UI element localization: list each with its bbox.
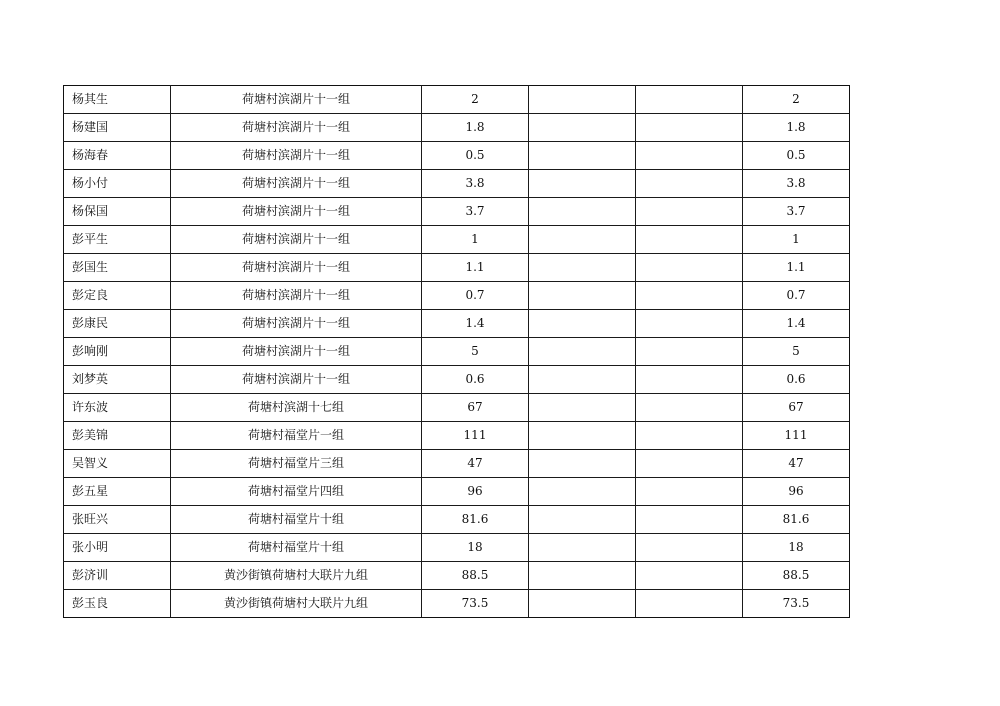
total-cell: 67 (743, 394, 850, 422)
table-row (64, 310, 850, 338)
blank-cell (636, 86, 743, 114)
blank-cell (529, 254, 636, 282)
table-row (64, 394, 850, 422)
name-cell: 许东波 (64, 394, 171, 422)
total-cell: 73.5 (743, 590, 850, 618)
name-cell: 杨海春 (64, 142, 171, 170)
blank-cell (529, 338, 636, 366)
name-cell: 彭美锦 (64, 422, 171, 450)
location-cell: 荷塘村福堂片十组 (171, 506, 422, 534)
area-cell: 0.7 (422, 282, 529, 310)
blank-cell (529, 114, 636, 142)
blank-cell (636, 394, 743, 422)
area-cell: 5 (422, 338, 529, 366)
table-row (64, 198, 850, 226)
location-cell: 黄沙街镇荷塘村大联片九组 (171, 590, 422, 618)
name-cell: 张旺兴 (64, 506, 171, 534)
location-cell: 荷塘村滨湖片十一组 (171, 310, 422, 338)
name-cell: 彭国生 (64, 254, 171, 282)
name-cell: 彭定良 (64, 282, 171, 310)
area-cell: 0.5 (422, 142, 529, 170)
table-row (64, 226, 850, 254)
table-row (64, 590, 850, 618)
location-cell: 荷塘村福堂片四组 (171, 478, 422, 506)
blank-cell (636, 254, 743, 282)
area-cell: 1 (422, 226, 529, 254)
area-cell: 1.8 (422, 114, 529, 142)
table-row (64, 338, 850, 366)
table-row (64, 562, 850, 590)
total-cell: 3.8 (743, 170, 850, 198)
table-row (64, 450, 850, 478)
area-cell: 73.5 (422, 590, 529, 618)
area-cell: 3.7 (422, 198, 529, 226)
name-cell: 彭玉良 (64, 590, 171, 618)
total-cell: 1.4 (743, 310, 850, 338)
area-cell: 18 (422, 534, 529, 562)
blank-cell (636, 310, 743, 338)
table-row (64, 282, 850, 310)
blank-cell (529, 422, 636, 450)
table-row (64, 478, 850, 506)
total-cell: 96 (743, 478, 850, 506)
blank-cell (636, 590, 743, 618)
blank-cell (636, 338, 743, 366)
blank-cell (636, 114, 743, 142)
location-cell: 荷塘村滨湖片十一组 (171, 338, 422, 366)
location-cell: 荷塘村滨湖片十一组 (171, 142, 422, 170)
area-cell: 96 (422, 478, 529, 506)
blank-cell (636, 478, 743, 506)
blank-cell (636, 422, 743, 450)
blank-cell (636, 282, 743, 310)
blank-cell (529, 506, 636, 534)
location-cell: 荷塘村滨湖片十一组 (171, 114, 422, 142)
location-cell: 荷塘村滨湖片十一组 (171, 226, 422, 254)
name-cell: 彭响刚 (64, 338, 171, 366)
blank-cell (529, 86, 636, 114)
blank-cell (529, 450, 636, 478)
blank-cell (636, 562, 743, 590)
blank-cell (529, 142, 636, 170)
area-cell: 1.4 (422, 310, 529, 338)
total-cell: 81.6 (743, 506, 850, 534)
table-row (64, 254, 850, 282)
total-cell: 1.1 (743, 254, 850, 282)
blank-cell (636, 506, 743, 534)
total-cell: 47 (743, 450, 850, 478)
name-cell: 吴智义 (64, 450, 171, 478)
location-cell: 荷塘村福堂片一组 (171, 422, 422, 450)
blank-cell (529, 282, 636, 310)
location-cell: 荷塘村滨湖十七组 (171, 394, 422, 422)
name-cell: 杨其生 (64, 86, 171, 114)
table-row (64, 534, 850, 562)
total-cell: 5 (743, 338, 850, 366)
table-row (64, 170, 850, 198)
area-cell: 0.6 (422, 366, 529, 394)
location-cell: 荷塘村滨湖片十一组 (171, 366, 422, 394)
blank-cell (529, 310, 636, 338)
area-cell: 47 (422, 450, 529, 478)
area-cell: 67 (422, 394, 529, 422)
area-cell: 111 (422, 422, 529, 450)
total-cell: 0.5 (743, 142, 850, 170)
blank-cell (636, 170, 743, 198)
name-cell: 刘梦英 (64, 366, 171, 394)
blank-cell (529, 170, 636, 198)
table-row (64, 86, 850, 114)
blank-cell (529, 562, 636, 590)
name-cell: 彭平生 (64, 226, 171, 254)
location-cell: 荷塘村滨湖片十一组 (171, 282, 422, 310)
name-cell: 张小明 (64, 534, 171, 562)
location-cell: 荷塘村滨湖片十一组 (171, 170, 422, 198)
blank-cell (636, 450, 743, 478)
blank-cell (529, 590, 636, 618)
blank-cell (529, 394, 636, 422)
area-cell: 88.5 (422, 562, 529, 590)
blank-cell (529, 198, 636, 226)
blank-cell (636, 366, 743, 394)
blank-cell (529, 534, 636, 562)
total-cell: 0.6 (743, 366, 850, 394)
total-cell: 2 (743, 86, 850, 114)
blank-cell (636, 198, 743, 226)
name-cell: 杨建国 (64, 114, 171, 142)
name-cell: 彭五星 (64, 478, 171, 506)
total-cell: 111 (743, 422, 850, 450)
location-cell: 荷塘村滨湖片十一组 (171, 198, 422, 226)
name-cell: 彭康民 (64, 310, 171, 338)
area-cell: 3.8 (422, 170, 529, 198)
area-cell: 81.6 (422, 506, 529, 534)
blank-cell (636, 142, 743, 170)
blank-cell (636, 534, 743, 562)
area-cell: 1.1 (422, 254, 529, 282)
total-cell: 0.7 (743, 282, 850, 310)
location-cell: 荷塘村福堂片三组 (171, 450, 422, 478)
table-row (64, 422, 850, 450)
table-row (64, 366, 850, 394)
blank-cell (529, 478, 636, 506)
blank-cell (529, 366, 636, 394)
table-row (64, 114, 850, 142)
blank-cell (636, 226, 743, 254)
total-cell: 88.5 (743, 562, 850, 590)
name-cell: 彭济训 (64, 562, 171, 590)
name-cell: 杨保国 (64, 198, 171, 226)
location-cell: 荷塘村滨湖片十一组 (171, 86, 422, 114)
table-row (64, 142, 850, 170)
area-cell: 2 (422, 86, 529, 114)
name-cell: 杨小付 (64, 170, 171, 198)
location-cell: 荷塘村福堂片十组 (171, 534, 422, 562)
location-cell: 黄沙街镇荷塘村大联片九组 (171, 562, 422, 590)
total-cell: 18 (743, 534, 850, 562)
total-cell: 3.7 (743, 198, 850, 226)
total-cell: 1 (743, 226, 850, 254)
table-body (64, 86, 850, 618)
data-table (63, 85, 850, 618)
table-row (64, 506, 850, 534)
blank-cell (529, 226, 636, 254)
total-cell: 1.8 (743, 114, 850, 142)
location-cell: 荷塘村滨湖片十一组 (171, 254, 422, 282)
